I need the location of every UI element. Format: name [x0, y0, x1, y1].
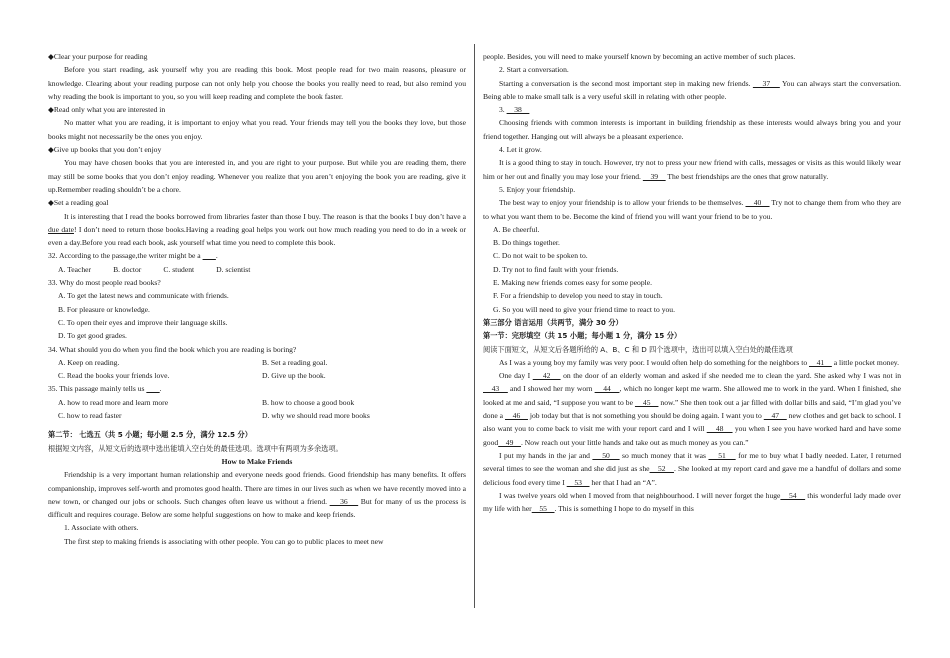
tip-heading: ◆Set a reading goal	[48, 198, 109, 208]
blank-46[interactable]: 46	[504, 411, 528, 421]
passage-subheading: 1. Associate with others.	[64, 523, 139, 533]
blank-41[interactable]: 41	[809, 357, 832, 367]
question-33: 33. Why do most people read books?	[48, 278, 161, 288]
option-b[interactable]: B. doctor	[113, 264, 142, 274]
answer-blank[interactable]	[146, 384, 159, 393]
question-34-options-row	[48, 356, 466, 369]
section-instructions: 阅读下面短文，从短文后各题所给的 A、B、C 和 D 四个选项中，选出可以填入空白处的最佳选项	[483, 344, 793, 354]
option-a[interactable]: A. To get the latest news and communicate with friends.	[58, 291, 229, 301]
cloze-paragraph: One day I 42 on the door of an elderly woman and asked if she needed me to clean the yard. She asked why I was not in 43 and I showed her my worn 44 , which no longer kept me warm. She allowed me to work in the yard. When I finished, she looked at me and said, “I suppose you want to be 45 now.” She then took out a jar filled with dollar bills and said, “I’m glad you’ve done a 46 job today but that is not something you should be doing again. I want you to 47 new clothes and get back to school. I also want you to come back to visit me with your report card and I will 48 you when I see you have worked hard and have some good 49 . Now reach out your little hands and take out as much money as you can.”	[483, 371, 902, 447]
blank-47[interactable]: 47	[763, 411, 787, 421]
section-instructions: 根据短文内容，从短文后的选项中选出能填入空白处的最佳选项。选项中有两项为多余选项。	[48, 443, 343, 453]
blank-49[interactable]: 49	[498, 437, 521, 447]
passage-subheading: 5. Enjoy your friendship.	[499, 184, 576, 194]
option-f[interactable]: F. For a friendship to develop you need to stay in touch.	[493, 291, 663, 301]
blank-52[interactable]: 52	[649, 464, 674, 474]
question-34-options-row	[48, 369, 466, 382]
tip-heading: ◆Give up books that you don’t enjoy	[48, 145, 162, 155]
blank-42[interactable]: 42	[532, 371, 561, 381]
due-date-text: due date	[48, 224, 74, 234]
blank-39[interactable]: 39	[642, 171, 666, 181]
blank-40[interactable]: 40	[745, 198, 770, 208]
blank-44[interactable]: 44	[594, 384, 620, 394]
blank-53[interactable]: 53	[566, 477, 590, 487]
option-c[interactable]: C. Read the books your friends love.	[58, 371, 170, 381]
option-d[interactable]: D. scientist	[216, 264, 251, 274]
option-a[interactable]: A. Keep on reading.	[58, 357, 120, 367]
option-b[interactable]: B. For pleasure or knowledge.	[58, 304, 150, 314]
option-d[interactable]: D. Try not to find fault with your friends.	[493, 264, 619, 274]
option-c[interactable]: C. Do not wait to be spoken to.	[493, 251, 588, 261]
question-34: 34. What should you do when you find the book which you are reading is boring?	[48, 344, 297, 354]
blank-48[interactable]: 48	[706, 424, 733, 434]
passage-paragraph: people. Besides, you will need to make yourself known by becoming an active member of such places.	[483, 52, 796, 61]
cloze-paragraph: As I was a young boy my family was very poor. I would often help do something for the neighbors to 41 a little pocket money.	[499, 357, 900, 367]
tip-body: Before you start reading, ask yourself why you are reading this book. Most people read for two main reasons, pleasure or knowledge. Clearing about your reading purpose can not only help you choose the books you really need to read, but also remind you why reading the book is important to you, so you will keep reading and complete the book faster.	[48, 65, 466, 101]
tip-heading: ◆Clear your purpose for reading	[48, 52, 148, 61]
passage-subheading: 3. 38	[499, 105, 530, 115]
passage-subheading: 4. Let it grow.	[499, 145, 542, 155]
question-35: 35. This passage mainly tells us .	[48, 384, 162, 394]
option-c[interactable]: C. how to read faster	[58, 411, 122, 421]
passage-paragraph: The best way to enjoy your friendship is to allow your friends to be themselves. 40 Try not to change them from who they are to what you want them to be. Become the kind of friend you will want your friend to be to you.	[483, 198, 902, 221]
tip-heading: ◆Read only what you are interested in	[48, 105, 166, 115]
blank-51[interactable]: 51	[708, 450, 736, 460]
option-e[interactable]: E. Making new friends comes easy for some people.	[493, 278, 653, 288]
section-title: 第二节： 七选五（共 5 小题；每小题 2.5 分，满分 12.5 分）	[48, 430, 252, 440]
question-35-options-row	[48, 396, 466, 409]
question-32: 32. According to the passage,the writer might be a .	[48, 251, 218, 261]
passage-paragraph: Friendship is a very important human relationship and everyone needs good friends. Good friendship has many benefits. It offers companionship, improves self-worth and promotes good health. There are times in our lives such as when we have recently moved into a new town, or changed our jobs or schools. Such changes often leave us without a friend. 36 But for many of us the process is difficult and requires courage. Below are some helpful suggestions on how to make and keep friends.	[48, 470, 466, 520]
blank-38[interactable]: 38	[506, 105, 530, 115]
option-b[interactable]: B. Do things together.	[493, 238, 560, 248]
option-g[interactable]: G. So you will need to give your friend time to react to you.	[493, 304, 676, 314]
left-column	[48, 50, 466, 548]
blank-45[interactable]: 45	[634, 397, 659, 407]
passage-title: How to Make Friends	[221, 456, 293, 466]
blank-50[interactable]: 50	[592, 450, 620, 460]
question-32-options	[48, 263, 466, 276]
option-a[interactable]: A. Teacher	[58, 264, 92, 274]
blank-36[interactable]: 36	[329, 496, 359, 506]
option-a[interactable]: A. how to read more and learn more	[58, 397, 169, 407]
section-title: 第一节：完形填空（共 15 小题；每小题 1 分，满分 15 分）	[483, 331, 682, 341]
passage-paragraph: Choosing friends with common interests is important in building friendship as these interests would always bring you and your friend together. Hanging out will always be a pleasant experience.	[483, 118, 901, 141]
right-column	[483, 50, 901, 515]
passage-subheading: 2. Start a conversation.	[499, 65, 569, 75]
passage-paragraph: Starting a conversation is the second most important step in making new friends. 37 You can always start the conversation. Being able to make small talk is a very useful skill in relating with other people.	[483, 78, 902, 101]
tip-body: You may have chosen books that you are interested in, and you are right to your purpose. But while you are reading them, there may still be some books that you don’t enjoy reading. Whenever you realize that you aren’t enjoying the book you are reading, give it up.Remember reading shouldn’t be a chore.	[48, 158, 466, 194]
option-a[interactable]: A. Be cheerful.	[493, 224, 540, 234]
part-title: 第三部分 语言运用（共两节，满分 30 分）	[483, 317, 623, 327]
blank-55[interactable]: 55	[531, 504, 555, 514]
option-d[interactable]: D. why we should read more books	[262, 411, 370, 421]
option-d[interactable]: D. Give up the book.	[262, 371, 326, 381]
blank-43[interactable]: 43	[483, 384, 508, 394]
option-b[interactable]: B. Set a reading goal.	[262, 357, 328, 367]
option-b[interactable]: B. how to choose a good book	[262, 397, 355, 407]
cloze-paragraph: I was twelve years old when I moved from that neighbourhood. I will never forget the huge 54 this wonderful lady made over my life with her 55 . This is something I hope to do myself in this	[483, 490, 902, 514]
option-d[interactable]: D. To get good grades.	[58, 331, 127, 341]
blank-54[interactable]: 54	[780, 490, 806, 500]
blank-37[interactable]: 37	[752, 78, 780, 88]
tip-body: No matter what you are reading, it is important to enjoy what you read. Your friends may tell you the books they love, but those books might not necessarily be the ones you enjoy.	[48, 118, 466, 141]
passage-paragraph: The first step to making friends is associating with other people. You can go to public places to meet new	[64, 536, 384, 546]
tip-body: It is interesting that I read the books borrowed from libraries faster than those I buy. The reason is that the books I buy don’t have a due date! I don’t need to return those books.Having a reading goal helps you work out how much reading you need to do in a week or even a day.Before you read each book, ask yourself what time you need to complete this book.	[48, 211, 466, 248]
answer-blank[interactable]	[203, 251, 216, 260]
cloze-paragraph: I put my hands in the jar and 50 so much money that it was 51 for me to buy what I badly needed. Later, I returned several times to see the woman and she did just as she 52 . She looked at my report card and gave me a handful of dollars and some delicious food every time I 53 her that I had an “A”.	[483, 450, 902, 487]
option-c[interactable]: C. student	[163, 264, 195, 274]
option-c[interactable]: C. To open their eyes and improve their language skills.	[58, 317, 228, 327]
passage-paragraph: It is a good thing to stay in touch. However, try not to press your new friend with calls, messages or visits as this would likely wear him or her out and finally you may lose your friend. 39 The best friendships are the ones that grow naturally.	[483, 158, 901, 181]
question-35-options-row	[48, 409, 466, 422]
column-divider	[474, 44, 475, 608]
